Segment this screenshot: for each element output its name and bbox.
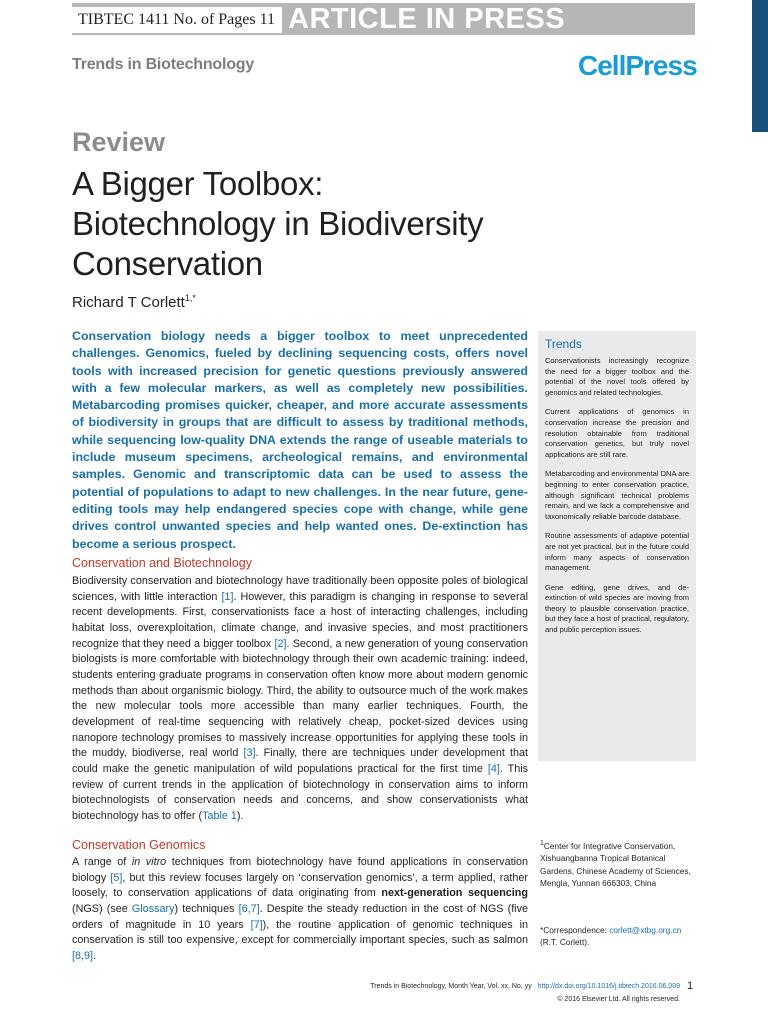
body-text-span: A range of [72, 856, 132, 868]
journal-name: Trends in Biotechnology [72, 56, 255, 73]
reference-link[interactable]: [5] [110, 871, 123, 884]
trends-box [538, 331, 696, 761]
body-text-span: . Despite the steady reduction in the cost of NGS (five orders of magnitude in 10 years [72, 902, 528, 931]
italic-term: in vitro [131, 856, 167, 868]
body-text-span: Biodiversity conservation and biotechnology have traditionally been opposite poles of biological sciences, with little interaction [72, 575, 528, 603]
correspondence [540, 924, 700, 949]
trend-item: Metabarcoding and environmental DNA are beginning to enter conservation practice, although significant technical problems remain, and we lack a comprehensive and taxonomically reliable barcode database. [545, 469, 689, 521]
side-tab [752, 0, 768, 132]
correspondence-label: *Correspondence: [540, 925, 610, 935]
body-text-span: ). [236, 809, 244, 822]
body-text-span: techniques from biotechnology have found applications in conservation biology [72, 856, 528, 884]
reference-link[interactable]: [1] [221, 590, 234, 603]
body-text-span: . However, this paradigm is changing in response to several recent developments. First, conservationists face a host of interacting challenges, including habitat loss, overexploitation, climate change, and invasive species, and most practitioners recognize that they need a bigger toolbox [72, 590, 528, 650]
reference-link[interactable]: [4] [487, 762, 500, 775]
manuscript-meta: TIBTEC 1411 No. of Pages 11 [72, 7, 282, 33]
title-line-3: Conservation [72, 245, 263, 282]
affiliation [540, 838, 700, 889]
body-text-span: , but this review focuses largely on ‘conservation genomics’, a term applied, rather loosely, to conservation applications of data originating from [72, 871, 528, 900]
reference-link[interactable]: [2] [274, 637, 287, 650]
article-title [72, 164, 542, 284]
glossary-term: next-generation sequencing [381, 887, 529, 900]
reference-link[interactable]: [8,9] [72, 949, 94, 962]
footer-citation-line [300, 983, 680, 990]
page-number: 1 [687, 980, 694, 992]
article-type: Review [72, 127, 166, 157]
body-text-span: (NGS) (see [72, 902, 132, 915]
trend-item: Routine assessments of adaptive potential are not yet practical, but in the future could inform many aspects of conservation management. [545, 531, 689, 573]
title-line-1: A Bigger Toolbox: [72, 165, 324, 202]
section-heading-conservation-genomics: Conservation Genomics [72, 838, 206, 852]
reference-link[interactable]: [3] [243, 747, 256, 760]
article-in-press-banner [72, 3, 695, 35]
reference-link[interactable]: [6,7] [238, 902, 260, 915]
body-text-span: ) techniques [174, 902, 239, 915]
title-line-2: Biotechnology in Biodiversity [72, 205, 484, 242]
body-text-span: ), the routine application of genomic techniques in conservation is still too expensive, except for commercially important species, such as salmon [72, 918, 528, 947]
correspondence-email[interactable]: corlett@xtbg.org.cn [609, 925, 682, 935]
table-link[interactable]: Table 1 [202, 809, 237, 822]
author-affiliation-marker: 1,* [184, 293, 196, 303]
body-text-span: . [93, 949, 97, 962]
glossary-link[interactable]: Glossary [131, 902, 175, 915]
affiliation-text: Center for Integrative Conservation, Xishuangbanna Tropical Botanical Gardens, Chinese Academy of Sciences, Mengla, Yunnan 666303, China [540, 840, 691, 888]
author-name: Richard T Corlett [72, 294, 185, 311]
body-text-span: . Second, a new generation of young conservation biologists is more comfortable with biotechnology through their own academic training: indeed, students entering graduate programs in conservation often know more about modern genomic methods than about organismic biology. Third, the ability to outsource much of the work makes the new molecular tools more accessible than many earlier techniques. Fourth, the development of real-time sequencing with relatively cheap, pocket-sized devices using nanopore technology promises to massively increase opportunities for applying these tools in the muddy, biodiverse, real world [72, 637, 528, 760]
section-body-conservation-biotechnology [72, 574, 528, 825]
trend-item: Conservationists increasingly recognize the need for a bigger toolbox and the potential of the novel tools offered by genomics and related technologies. [545, 356, 689, 397]
trends-heading: Trends [545, 337, 582, 351]
doi-link[interactable]: http://dx.doi.org/10.1016/j.tibtech.2016.06.009 [537, 983, 680, 990]
trend-item: Current applications of genomics in conservation increase the precision and resolution obtainable from traditional conservation genetics, but truly novel applications are still rare. [545, 407, 689, 459]
footer-citation: Trends in Biotechnology, Month Year, Vol. xx, No. yy [370, 983, 532, 990]
section-body-conservation-genomics [72, 855, 528, 965]
cellpress-logo: CellPress [578, 50, 697, 81]
trend-item: Gene editing, gene drives, and de-extinction of wild species are moving from theory to plausible conservation practice, but they face a host of practical, regulatory, and public perception issues. [545, 582, 689, 635]
abstract: Conservation biology needs a bigger toolbox to meet unprecedented challenges. Genomics, fueled by declining sequencing costs, offers novel tools with increased precision for genetic questions previously answered with a few molecular markers, as well as completely new possibilities. Metabarcoding promises quicker, cheaper, and more accurate assessments of biodiversity in groups that are difficult to assess by traditional methods, while sequencing low-quality DNA extends the range of useable materials to include museum specimens, archeological remains, and environmental samples. Genomic and transcriptomic data can be used to assess the potential of populations to adapt to new challenges. In the near future, gene-editing tools may help endangered species cope with change, while gene drives control unwanted species and help wanted ones. De-extinction has become a serious prospect. [72, 329, 528, 551]
footer-copyright: © 2016 Elsevier Ltd. All rights reserved. [557, 996, 680, 1003]
reference-link[interactable]: [7] [250, 918, 263, 931]
author-line [72, 293, 196, 311]
body-text-span: . This review of current trends in the application of biotechnology in conservation aims to inform biotechnologists of conservation needs and concerns, and show conservationists what biotechnology has to offer ( [72, 762, 528, 822]
correspondence-name: (R.T. Corlett). [540, 937, 590, 948]
affiliation-marker: 1 [540, 840, 544, 847]
section-heading-conservation-biotechnology: Conservation and Biotechnology [72, 556, 252, 570]
article-in-press-label: ARTICLE IN PRESS [288, 3, 566, 35]
body-text-span: . Finally, there are techniques under development that could make the genetic manipulation of wild populations practical for the first time [72, 747, 528, 775]
